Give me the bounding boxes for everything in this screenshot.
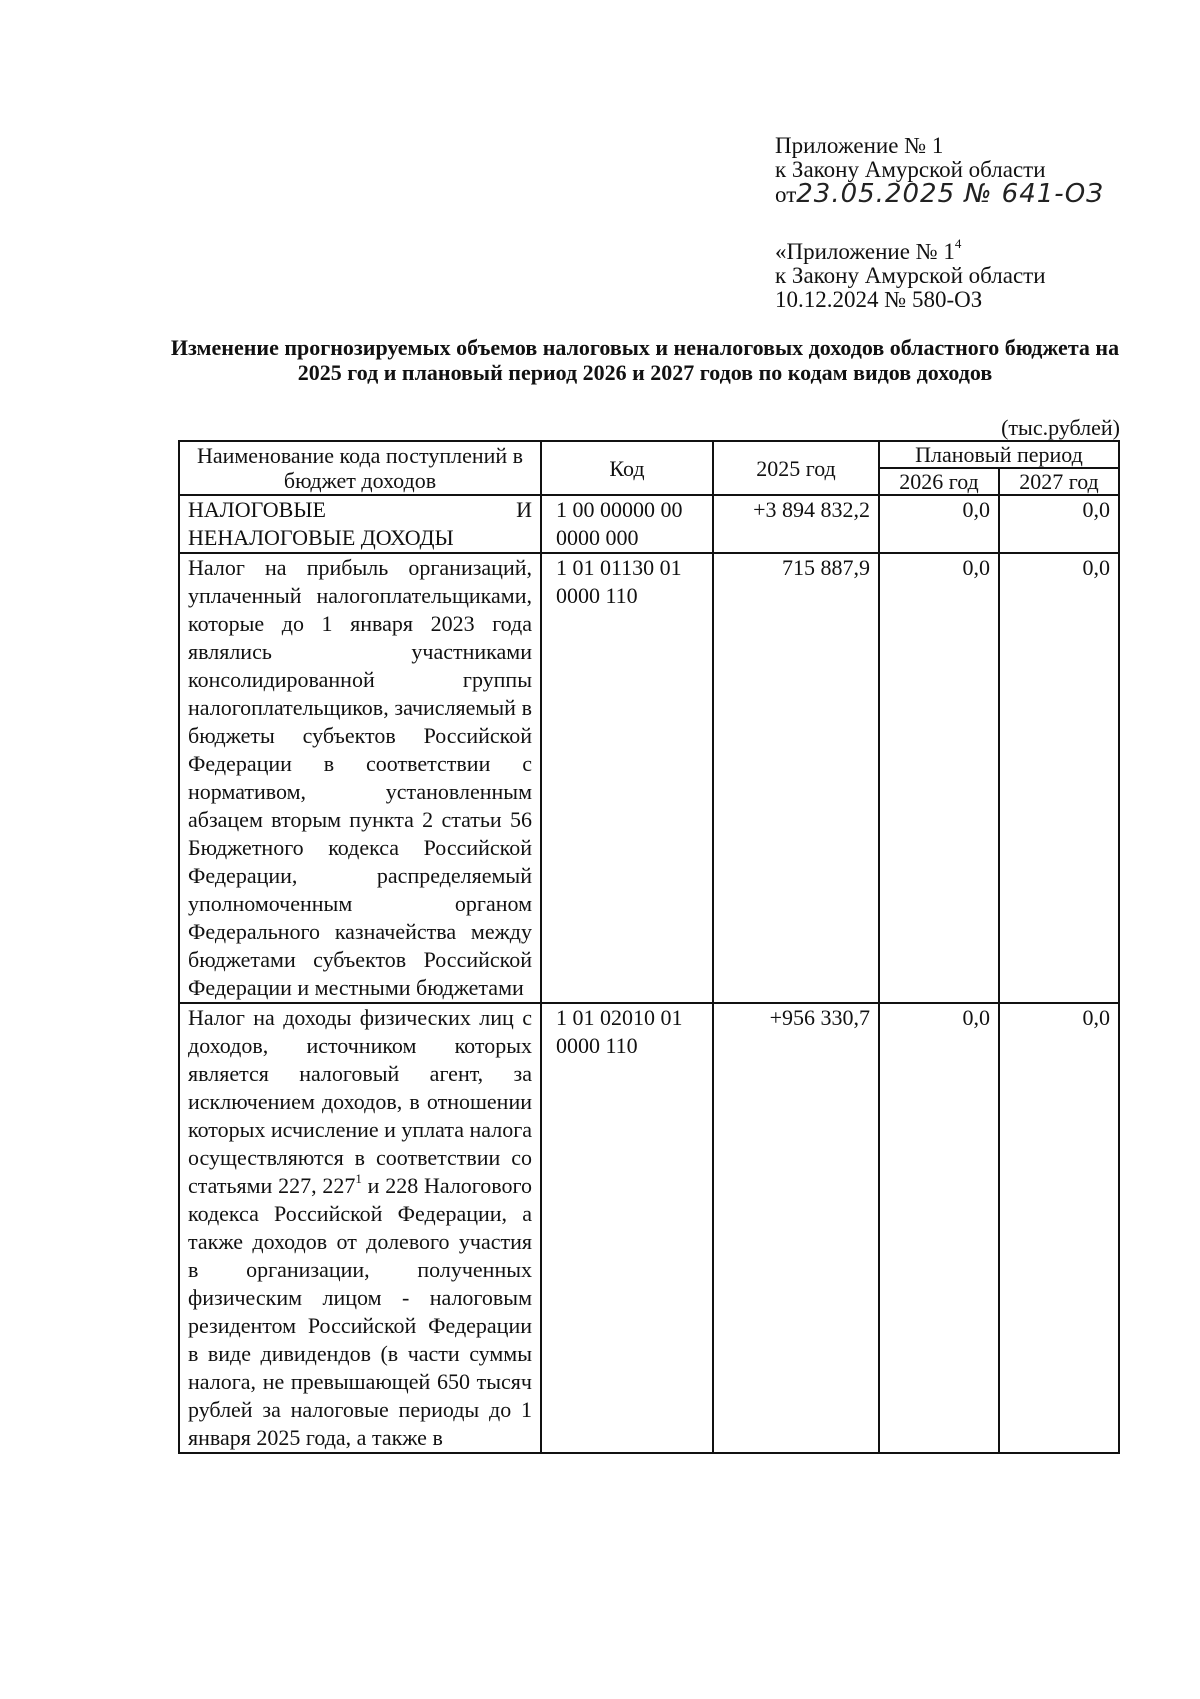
table-row xyxy=(179,495,1119,553)
header-code: Код xyxy=(541,441,713,495)
units-label: (тыс.рублей) xyxy=(1001,415,1120,440)
row-2026: 0,0 xyxy=(879,1003,999,1453)
row-name: Налог на прибыль организаций, уплаченный налогоплательщиками, которые до 1 января 2023 года являлись участниками консолидированной группы налогоплательщиков, зачисляемый в бюджеты субъектов Российской Федерации в соответствии с нормативом, установленным абзацем вторым пункта 2 статьи 56 Бюджетного кодекса Российской Федерации, распределяемый уполномоченным органом Федерального казначейства между бюджетами субъектов Российской Федерации и местными бюджетами xyxy=(179,553,541,1003)
revenue-table xyxy=(178,440,1120,1454)
original-law-date: 10.12.2024 № 580-ОЗ xyxy=(775,287,983,312)
row-2026: 0,0 xyxy=(879,495,999,553)
row-2025: +3 894 832,2 xyxy=(713,495,879,553)
row-name: НАЛОГОВЫЕ И НЕНАЛОГОВЫЕ ДОХОДЫ xyxy=(179,495,541,553)
law-date-line xyxy=(775,179,1175,209)
row-2027: 0,0 xyxy=(999,495,1119,553)
table-row xyxy=(179,1003,1119,1453)
table-row xyxy=(179,553,1119,1003)
row-2027: 0,0 xyxy=(999,553,1119,1003)
header-2026: 2026 год xyxy=(879,468,999,495)
header-2025: 2025 год xyxy=(713,441,879,495)
date-prefix: от xyxy=(775,182,797,207)
row-code: 1 01 02010 01 0000 110 xyxy=(541,1003,713,1453)
document-title: Изменение прогнозируемых объемов налоговых и неналоговых доходов областного бюджета на 2025 год и плановый период 2026 и 2027 годов по кодам видов доходов xyxy=(170,335,1120,385)
appendix-header xyxy=(775,134,1175,207)
row-code: 1 01 01130 01 0000 110 xyxy=(541,553,713,1003)
original-appendix-number: «Приложение № $1^4$ xyxy=(775,236,962,264)
row-2025: +956 330,7 xyxy=(713,1003,879,1453)
header-name: Наименование кода поступлений в бюджет доходов xyxy=(179,441,541,495)
row-2025: 715 887,9 xyxy=(713,553,879,1003)
handwritten-date: 23.05.2025 № 641-ОЗ xyxy=(796,179,1104,209)
row-2027: 0,0 xyxy=(999,1003,1119,1453)
law-reference: к Закону Амурской области xyxy=(775,157,1046,182)
appendix-number: Приложение № 1 xyxy=(775,133,944,158)
original-law-reference: к Закону Амурской области xyxy=(775,263,1046,288)
row-name: Налог на доходы физических лиц с доходов, источником которых является налоговый агент, за исключением доходов, в отношении которых исчисление и уплата налога осуществляются в соответствии со статьями 227, $227^1$ и 228 Налогового кодекса Российской Федерации, а также доходов от долевого участия в организации, полученных физическим лицом - налоговым резидентом Российской Федерации в виде дивидендов (в части суммы налога, не превышающей 650 тысяч рублей за налоговые периоды до 1 января 2025 года, а также в xyxy=(179,1003,541,1453)
row-code: 1 00 00000 00 0000 000 xyxy=(541,495,713,553)
table-header-row xyxy=(179,441,1119,468)
header-2027: 2027 год xyxy=(999,468,1119,495)
header-planned-period: Плановый период xyxy=(879,441,1119,468)
original-appendix-header xyxy=(775,236,1175,312)
row-2026: 0,0 xyxy=(879,553,999,1003)
